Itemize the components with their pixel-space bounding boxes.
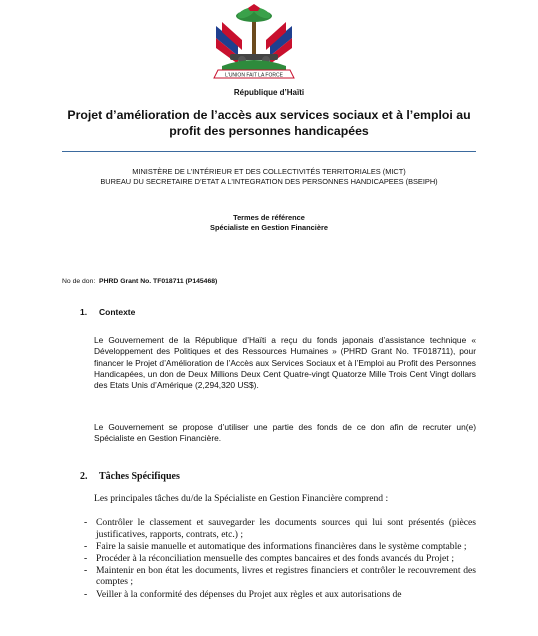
- grant-value: PHRD Grant No. TF018711 (P145468): [99, 278, 218, 285]
- list-item: - Veiller à la conformité des dépenses du Projet aux règles et aux autorisations de: [84, 588, 402, 600]
- ministry-block: [0, 167, 538, 187]
- context-paragraph-2: Le Gouvernement se propose d’utiliser une partie des fonds de ce don afin de recruter un(e) Spécialiste en Gestion Financière.: [94, 422, 476, 444]
- ministry-line-2: BUREAU DU SECRETAIRE D’ETAT A L’INTEGRATION DES PERSONNES HANDICAPEES (BSEIPH): [100, 177, 438, 186]
- bullet-dash-icon: -: [84, 588, 88, 600]
- grant-number: [62, 278, 217, 285]
- tor-title: Termes de référence: [233, 213, 305, 222]
- context-paragraph-1: Le Gouvernement de la République d’Haïti a reçu du fonds japonais d’assistance technique « Développement des Politiques et des Ressources Humaines » (PHRD Grant No. TF018711), pour financer le Projet d’Amélioration de l’Accès aux Services Sociaux et à l’Emploi au Profit des Personnes Handicapées, un don de Deux Millions Deux Cent Quatre-vingt Quatorze Mille Trois Cent Vingt dollars des Etats Unis d’Amérique (2,294,320 US$).: [94, 335, 476, 391]
- title-divider: [62, 151, 476, 152]
- list-item: - Contrôler le classement et sauvegarder les documents sources qui lui sont présentés (pièces justificatives, rapports, contrats, etc.) ;: [84, 517, 476, 540]
- coat-of-arms-icon: [208, 4, 300, 84]
- list-item: - Procéder à la réconciliation mensuelle des comptes bancaires et des fonds avancés du Projet ;: [84, 552, 455, 564]
- section-heading-taches: [80, 471, 180, 482]
- project-title: Projet d’amélioration de l’accès aux services sociaux et à l’emploi au profit des personnes handicapées: [67, 108, 471, 138]
- grant-label: No de don:: [62, 278, 96, 285]
- ministry-line-1: MINISTÈRE DE L’INTÉRIEUR ET DES COLLECTIVITÉS TERRITORIALES (MICT): [132, 167, 406, 176]
- republic-name: République d’Haïti: [233, 88, 305, 97]
- section-heading-contexte: [80, 307, 135, 317]
- bullet-dash-icon: -: [84, 540, 88, 552]
- section-number: 1.: [80, 307, 88, 317]
- bullet-dash-icon: -: [84, 517, 88, 528]
- tasks-intro: Les principales tâches du/de la Spécialiste en Gestion Financière comprend :: [94, 493, 389, 504]
- list-item: - Faire la saisie manuelle et automatique des informations financières dans le système comptable ;: [84, 540, 467, 552]
- terms-of-reference-heading: [0, 213, 538, 233]
- section-title: Tâches Spécifiques: [99, 471, 180, 482]
- bullet-dash-icon: -: [84, 552, 88, 564]
- svg-text:L'UNION FAIT LA FORCE: L'UNION FAIT LA FORCE: [225, 72, 283, 79]
- tasks-list: [84, 517, 476, 601]
- list-item: - Maintenir en bon état les documents, livres et registres financiers et contrôler le recouvrement des comptes ;: [84, 564, 476, 588]
- section-number: 2.: [80, 471, 88, 482]
- section-title: Contexte: [99, 307, 136, 317]
- tor-position: Spécialiste en Gestion Financière: [210, 223, 328, 232]
- bullet-dash-icon: -: [84, 564, 88, 576]
